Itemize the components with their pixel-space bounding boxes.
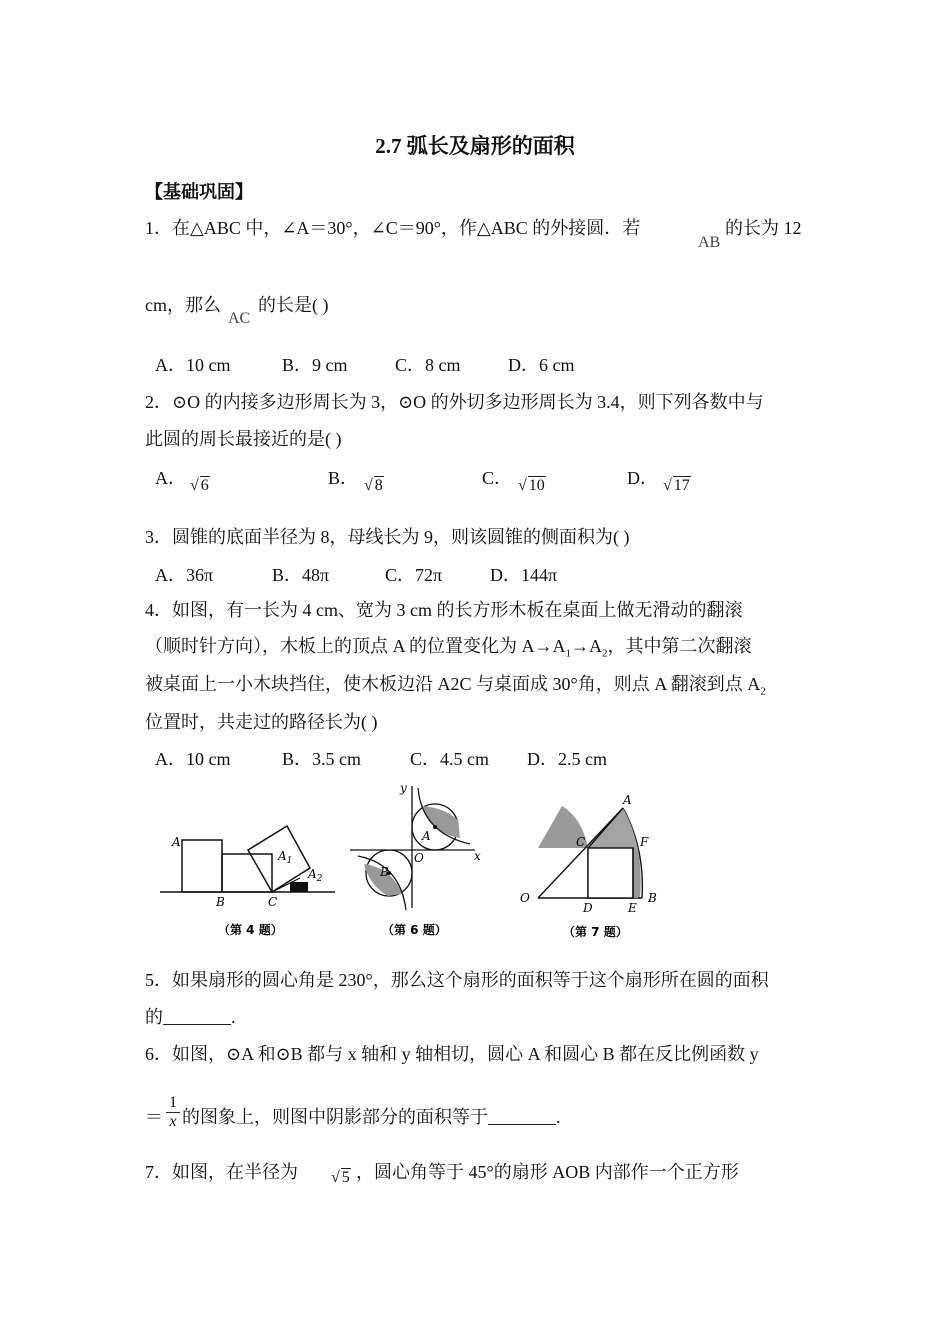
fig4-label-a1	[277, 849, 292, 866]
q7-radicand: 5	[341, 1169, 350, 1186]
q2-line1: 2．⊙O 的内接多边形周长为 3，⊙O 的外切多边形周长为 3.4，则下列各数中与	[145, 392, 764, 412]
q2-option-c-value: √ 10	[518, 477, 545, 494]
fig7-label-c: C	[576, 835, 586, 849]
q4-sub-1: 1	[565, 647, 572, 660]
q1-option-c: C．8 cm	[395, 355, 461, 375]
fig4-label-a2-main: A	[308, 867, 317, 881]
fig4-label-c: C	[268, 895, 278, 909]
fig4-label-b: B	[216, 895, 225, 909]
fig4-board-2	[222, 854, 272, 892]
fig6-label-a: A	[422, 829, 431, 843]
q6-line2	[182, 1105, 561, 1129]
q4-line2	[145, 634, 752, 666]
q6-line1: 6．如图，⊙A 和⊙B 都与 x 轴和 y 轴相切，圆心 A 和圆心 B 都在反比例函数 y	[145, 1044, 759, 1064]
fig4-block	[290, 882, 308, 892]
q1-line1-end: 的长为 12	[725, 218, 802, 238]
q4-option-a: A．10 cm	[155, 749, 231, 769]
q4-line3-sub: 2	[760, 685, 766, 698]
q1-line1-text: 1．在△ABC 中，∠A＝30°，∠C＝90°，作△ABC 的外接圆．若	[145, 218, 641, 238]
q3-line1: 3．圆锥的底面半径为 8，母线长为 9，则该圆锥的侧面积为( )	[145, 527, 630, 547]
q4-option-c: C．4.5 cm	[410, 749, 489, 769]
q7-line1-start: 7．如图，在半径为	[145, 1162, 298, 1182]
q4-line1: 4．如图，有一长为 4 cm、宽为 3 cm 的长方形木板在桌面上做无滑动的翻滚	[145, 600, 743, 620]
q3-option-b: B．48π	[272, 565, 330, 585]
q7-radical: √ 5	[331, 1169, 350, 1186]
fig7-label-d: D	[583, 901, 593, 915]
fig6-label-x: x	[474, 849, 481, 863]
figures-row	[160, 778, 680, 943]
q1-line2-start: cm，那么	[145, 295, 221, 315]
q2-option-b: B．	[328, 468, 359, 488]
fig7-square-fill	[588, 848, 633, 898]
fig4-label-a1-sub: 1	[286, 856, 293, 866]
q6-frac-den: x	[169, 1113, 177, 1130]
q6-line2-c: .	[556, 1107, 561, 1127]
q1-option-a: A．10 cm	[155, 355, 231, 375]
q4-line2-a: （顺时针方向），木板上的顶点 A 的位置变化为 A→A	[145, 636, 566, 656]
q6-frac-num: 1	[166, 1094, 180, 1113]
fig6-caption: （第 6 题）	[382, 923, 447, 937]
fig4-board-1	[182, 840, 222, 892]
q2-line2: 此圆的周长最接近的是( )	[145, 429, 342, 449]
fig4-label-a1-main: A	[278, 849, 287, 863]
fig7-label-a: A	[623, 793, 632, 807]
page-title: 2.7 弧长及扇形的面积	[375, 134, 575, 158]
fig6-label-b: B	[380, 865, 389, 879]
q4-sub-2: 2	[602, 647, 608, 660]
fig6-label-y: y	[400, 781, 407, 795]
q4-line4: 位置时，共走过的路径长为( )	[145, 712, 378, 732]
q6-line2-b: 的图象上，则图中阴影部分的面积等于	[182, 1107, 488, 1127]
q7-line1-end: ，圆心角等于 45°的扇形 AOB 内部作一个正方形	[356, 1162, 739, 1182]
q1-arc-ac: AC	[228, 310, 251, 327]
q4-option-b: B．3.5 cm	[282, 749, 361, 769]
fig7-caption: （第 7 题）	[563, 925, 628, 939]
q5-answer-blank[interactable]	[163, 1006, 231, 1025]
q3-option-d: D．144π	[490, 565, 558, 585]
q6-fraction	[166, 1094, 180, 1131]
q2-option-c: C．	[482, 468, 513, 488]
fig4-label-a2-sub: 2	[316, 874, 323, 884]
fig6-center-a	[433, 825, 437, 829]
q6-answer-blank[interactable]	[488, 1106, 556, 1125]
q5-line2-b: .	[231, 1007, 236, 1027]
q2-radicand-d: 17	[673, 477, 690, 494]
q4-line3-a: 被桌面上一小木块挡住，使木板边沿 A2C 与桌面成 30°角，则点 A 翻滚到点 A	[145, 674, 761, 694]
q1-line1	[145, 216, 640, 240]
fig7-label-e: E	[628, 901, 637, 915]
q1-line2-end: 的长是( )	[258, 295, 329, 315]
figure-6	[350, 781, 481, 937]
q2-option-d: D．	[627, 468, 658, 488]
fig7-label-o: O	[520, 891, 530, 905]
fig4-caption: （第 4 题）	[218, 923, 283, 937]
q5-line2	[145, 1005, 236, 1029]
fig6-label-o: O	[414, 851, 424, 865]
q2-radicand-c: 10	[528, 477, 545, 494]
q3-option-a: A．36π	[155, 565, 214, 585]
q4-line2-c: ，其中第二次翻滚	[607, 636, 752, 656]
q2-option-b-value: √ 8	[364, 477, 383, 494]
q2-option-d-value: √ 17	[663, 477, 690, 494]
section-heading: 【基础巩固】	[145, 182, 253, 202]
q4-line3	[145, 672, 766, 704]
fig4-label-a: A	[172, 835, 181, 849]
figure-4	[160, 826, 335, 937]
q2-radicand-b: 8	[374, 477, 383, 494]
q2-option-a-value: √ 6	[190, 477, 209, 494]
fig7-label-b: B	[648, 891, 657, 905]
q4-line2-b: →A	[571, 636, 603, 656]
q5-line2-a: 的	[145, 1007, 163, 1027]
q6-eq: ＝	[145, 1107, 163, 1127]
q4-option-d: D．2.5 cm	[527, 749, 607, 769]
q1-arc-ab: AB	[698, 234, 721, 251]
q2-option-a: A．	[155, 468, 186, 488]
q1-option-b: B．9 cm	[282, 355, 348, 375]
fig7-label-f: F	[640, 835, 649, 849]
q3-option-c: C．72π	[385, 565, 443, 585]
figure-7	[520, 793, 657, 939]
q2-radicand-a: 6	[200, 477, 209, 494]
q1-option-d: D．6 cm	[508, 355, 575, 375]
fig4-label-a2	[307, 867, 323, 884]
q5-line1: 5．如果扇形的圆心角是 230°，那么这个扇形的面积等于这个扇形所在圆的面积	[145, 970, 769, 990]
